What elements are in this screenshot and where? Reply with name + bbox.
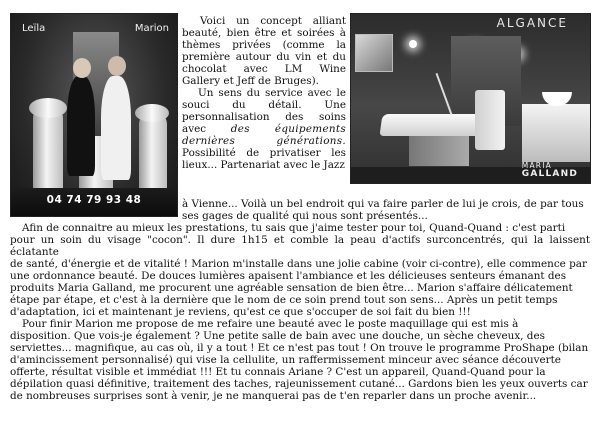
beauty-machine-left (33, 106, 63, 196)
lamp-arm (436, 73, 453, 115)
sink-counter (522, 104, 590, 162)
spot-light (409, 40, 417, 48)
intro-column (182, 15, 346, 171)
service-text-b: Possibilité de privatiser les lieux... Partenariat avec le Jazz (182, 147, 346, 171)
logo-line-2: GALLAND (521, 169, 578, 179)
text-line: pour un soin du visage "cocon". Il dure 1h15 et comble la peau d'actifs surconcentrés, qui la laissent éclatante (10, 234, 590, 258)
maria-galland-logo (522, 161, 578, 179)
text-line: ses gages de qualité qui nous sont présentés... (182, 210, 428, 222)
text-line: d'amincissement personnalisé) qui vise la cellulite, un raffermissement minceur avec séance découverte (10, 354, 561, 366)
article-body (10, 198, 590, 402)
text-line: Pour finir Marion me propose de me refaire une beauté avec le poste maquillage qui est mis à (22, 318, 519, 330)
text-line: offerte, résultat visible et immédiat !!! Et tu connais Ariane ? C'est un appareil, Quand-Quand pour la (10, 366, 546, 378)
machine-head-right (135, 104, 169, 122)
text-line: d'adaptation, ici et maintenant je reviens, qu'est ce que s'occuper de soi fait du bien !!! (10, 306, 471, 318)
leila-head (73, 58, 91, 78)
text-line: Afin de connaitre au mieux les prestations, tu sais que j'aime tester pour toi, Quand-Quand : c'est parti (22, 222, 566, 234)
equipment-highlight: des équipements dernières générations. (182, 123, 346, 147)
machine-head-left (29, 98, 67, 118)
staff-photo (10, 13, 178, 217)
name-label-marion: Marion (134, 23, 169, 34)
cabin-photo (350, 13, 591, 184)
name-label-leila: Leïla (22, 23, 46, 34)
text-line: à Vienne... Voilà un bel endroit qui va faire parler de lui je crois, de par tous (182, 198, 584, 210)
person-leila (67, 76, 95, 176)
algance-logo-text: ALGANCE (496, 16, 568, 30)
phone-number: 04 74 79 93 48 (46, 194, 142, 206)
text-line: étape par étape, et c'est à la dernière que le nom de ce soin prend tout son sens... Après un petit temps (10, 294, 558, 306)
text-line: serviettes... magnifique, au cas où, il y a tout ! Et ce n'est pas tout ! On trouve le programme ProShape (bilan (10, 342, 589, 354)
service-text-a: Un sens du service avec le souci du détail. Une personnalisation des soins avec (182, 87, 346, 135)
service-paragraph (182, 87, 346, 171)
intro-paragraph: Voici un concept alliant beauté, bien être et soirées à thèmes privées (comme la première autour du vin et du chocolat avec LM Wine Gallery et Jeff de Bruges). (182, 15, 346, 87)
text-line: une ordonnance beauté. De douces lumières apaisent l'ambiance et les délicieuses senteurs émanant des (10, 270, 567, 282)
text-line: produits Maria Galland, me procurent une agréable sensation de bien être... Marion s'affaire délicatement (10, 282, 573, 294)
logo-line-1: MARIA (521, 161, 552, 170)
wall-art (355, 34, 393, 72)
text-line: de nombreuses surprises sont à venir, je ne manquerai pas de t'en reparler dans un proche avenir... (10, 390, 537, 402)
text-line: de santé, d'énergie et de vitalité ! Marion m'installe dans une jolie cabine (voir ci-contre), elle commence par (10, 258, 587, 270)
bed-base (409, 136, 469, 166)
text-line: disposition. Que vois-je également ? Une petite salle de bain avec une douche, un sèche cheveux, des (10, 330, 545, 342)
trolley (475, 90, 505, 150)
beauty-machine-right (139, 112, 167, 198)
person-marion (101, 76, 131, 180)
text-line: dépilation quasi définitive, traitement des taches, rajeunissement cutané... Gardons bien les yeux ouverts car (10, 378, 588, 390)
marion-head (108, 56, 126, 76)
